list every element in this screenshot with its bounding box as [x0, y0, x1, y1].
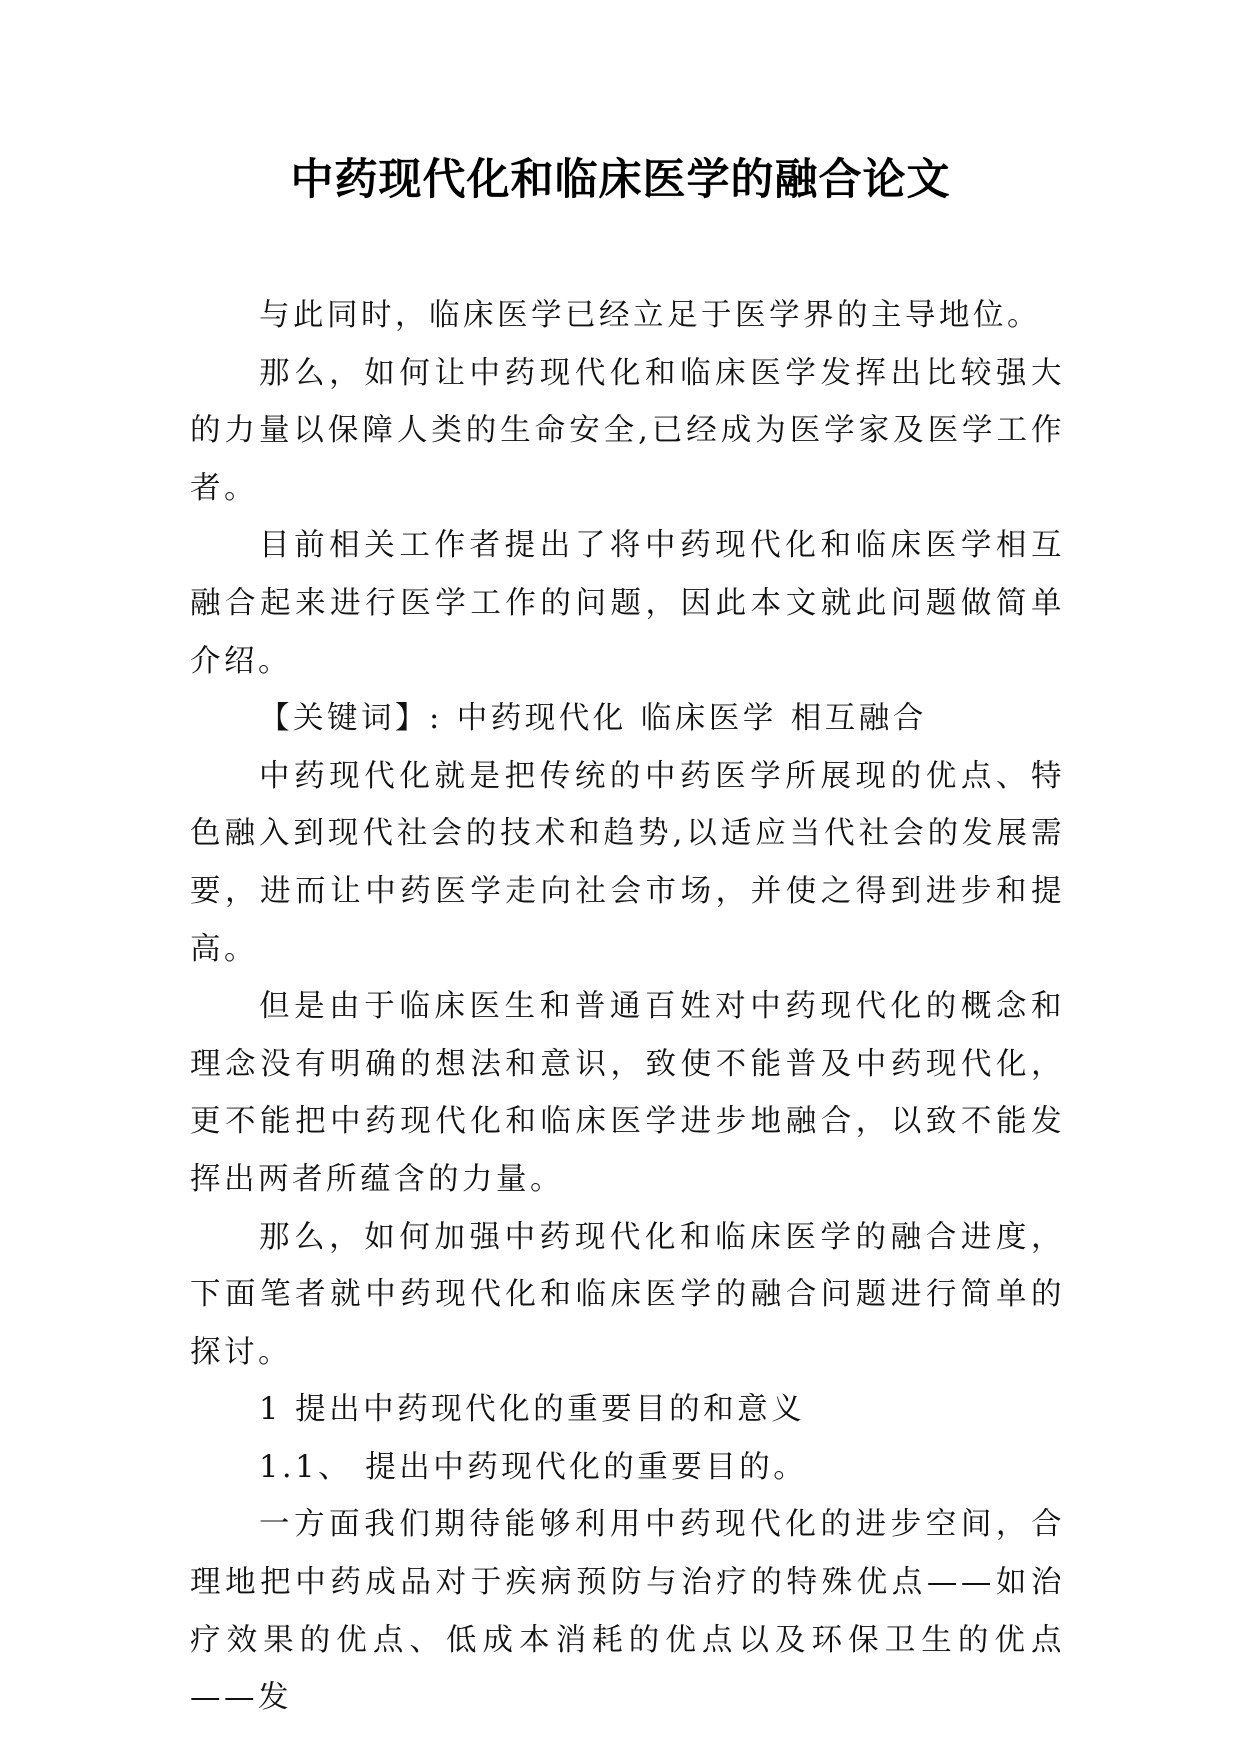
document-title: 中药现代化和临床医学的融合论文 [290, 155, 951, 205]
keyword-term: 相互融合 [790, 701, 927, 737]
paragraph: 与此同时，临床医学已经立足于医学界的主导地位。 [259, 298, 1041, 333]
paragraph: 中药现代化就是把传统的中药医学所展现的优点、特色融入到现代社会的技术和趋势,以适应当代社会的发展需要，进而让中药医学走向社会市场，并使之得到进步和提高。 [190, 758, 1065, 967]
paragraph: 一方面我们期待能够利用中药现代化的进步空间，合理地把中药成品对于疾病预防与治疗的特殊优点——如治疗效果的优点、低成本消耗的优点以及环保卫生的优点——发 [190, 1507, 1065, 1716]
paragraph: 那么，如何让中药现代化和临床医学发挥出比较强大的力量以保障人类的生命安全,已经成为医学家及医学工作者。 [190, 355, 1065, 506]
keyword-term: 中药现代化 [456, 701, 627, 737]
keywords-line [190, 690, 1065, 748]
section-heading: 1 提出中药现代化的重要目的和意义 [259, 1392, 806, 1428]
paragraph: 目前相关工作者提出了将中药现代化和临床医学相互融合起来进行医学工作的问题，因此本文就此问题做简单介绍。 [190, 528, 1065, 679]
keyword-term: 临床医学 [640, 701, 777, 737]
document-body [190, 287, 1065, 1727]
subsection-heading: 1.1、 提出中药现代化的重要目的。 [259, 1449, 808, 1485]
paragraph: 那么，如何加强中药现代化和临床医学的融合进度，下面笔者就中药现代化和临床医学的融合问题进行简单的探讨。 [190, 1219, 1065, 1370]
paragraph: 但是由于临床医生和普通百姓对中药现代化的概念和理念没有明确的想法和意识，致使不能普及中药现代化，更不能把中药现代化和临床医学进步地融合，以致不能发挥出两者所蕴含的力量。 [190, 989, 1065, 1197]
keywords-label: 【关键词】: [259, 701, 443, 737]
